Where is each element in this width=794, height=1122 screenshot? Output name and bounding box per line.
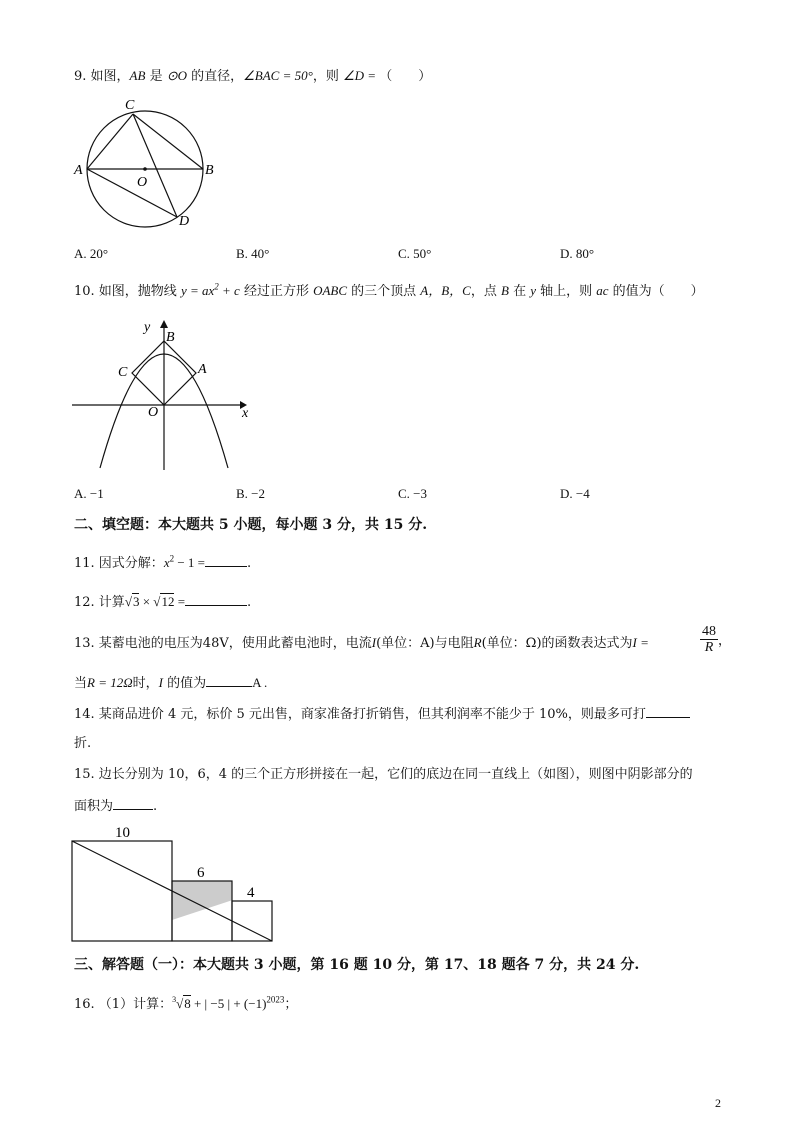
section-3-heading: 三、解答题（一）：本大题共 3 小题，第 16 题 10 分，第 17、18 题各 7 分，共 24 分. <box>74 957 640 973</box>
label-4: 4 <box>247 885 255 901</box>
q9-stem: 9. 如图，AB 是 ⊙O 的直径，∠BAC = 50°，则 ∠D = （ ） <box>74 68 432 84</box>
label-10: 10 <box>115 825 130 841</box>
q13-line2: 当R = 12Ω时，I 的值为 A . <box>74 675 268 691</box>
q9-option-c: C. 50° <box>398 246 432 261</box>
q9-option-d: D. 80° <box>560 246 595 261</box>
label-c: C <box>125 98 135 113</box>
q13-line1: 13. 某蓄电池的电压为48V，使用此蓄电池时，电流I(单位：A)与电阻R(单位：Ω)的函数表达式为I = <box>74 635 649 651</box>
section-2-heading: 二、填空题：本大题共 5 小题，每小题 3 分，共 15 分. <box>74 517 428 533</box>
cbrt-sign: √ <box>176 996 184 1011</box>
q10-stem: 10. 如图，抛物线 $y = ax^2 + c$ 经过正方形 OABC 的三个顶点 A，B，C，点 B 在 y 轴上，则 ac 的值为（ ） <box>74 281 704 299</box>
q10-option-c: C. −3 <box>398 486 428 501</box>
label-a: A <box>74 163 83 178</box>
segment-ad <box>87 169 177 217</box>
q12: 12. 计算√3 × √12 = . <box>74 594 252 610</box>
label-o: O <box>137 175 148 190</box>
label-o: O <box>148 405 159 420</box>
sqrt-sign-2: √ <box>153 594 161 609</box>
label-a: A <box>198 362 207 377</box>
q14-line2: 折. <box>74 736 92 751</box>
q13-fraction: $\frac{48}{R}$ ， <box>702 624 732 655</box>
q16: 16. （1）计算：$^3$√8 + | −5 | + $(-1)^{2023}$； <box>74 994 298 1012</box>
label-b: B <box>205 163 214 178</box>
segment-cb <box>133 114 203 169</box>
q9-circle-figure <box>70 95 220 230</box>
label-x: x <box>242 406 249 421</box>
square-10 <box>72 841 172 941</box>
q10-parabola-figure <box>68 315 253 475</box>
sqrt-sign-1: √ <box>124 594 132 609</box>
q11: 11. 因式分解：$x^2 - 1$ = . <box>74 553 252 571</box>
shaded-region <box>172 881 232 920</box>
q15-squares-figure <box>66 822 281 944</box>
q15-answer-blank <box>113 797 153 810</box>
label-c: C <box>118 365 128 380</box>
q13-answer-blank <box>206 674 252 687</box>
q9-option-b: B. 40° <box>236 246 270 261</box>
label-y: y <box>144 320 151 335</box>
label-d: D <box>179 214 190 229</box>
q10-option-d: D. −4 <box>560 486 590 501</box>
y-axis-arrow <box>160 320 168 328</box>
q11-answer-blank <box>205 554 247 567</box>
q15-line1: 15. 边长分别为 10，6，4 的三个正方形拼接在一起，它们的底边在同一直线上（如图），则图中阴影部分的 <box>74 767 693 782</box>
label-b: B <box>166 330 175 345</box>
q12-answer-blank <box>185 593 247 606</box>
q10-option-b: B. −2 <box>236 486 266 501</box>
center-o-dot <box>143 167 147 171</box>
q15-line2: 面积为 . <box>74 799 158 814</box>
segment-cd <box>133 114 177 217</box>
q14-answer-blank <box>646 705 690 718</box>
q10-option-a: A. −1 <box>74 486 104 501</box>
page-number: 2 <box>715 1096 721 1110</box>
label-6: 6 <box>197 865 205 881</box>
q14-line1: 14. 某商品进价 4 元，标价 5 元出售，商家准备打折销售，但其利润率不能少于 10%，则最多可打 <box>74 705 690 724</box>
square-4 <box>232 901 272 941</box>
q9-option-a: A. 20° <box>74 246 109 261</box>
